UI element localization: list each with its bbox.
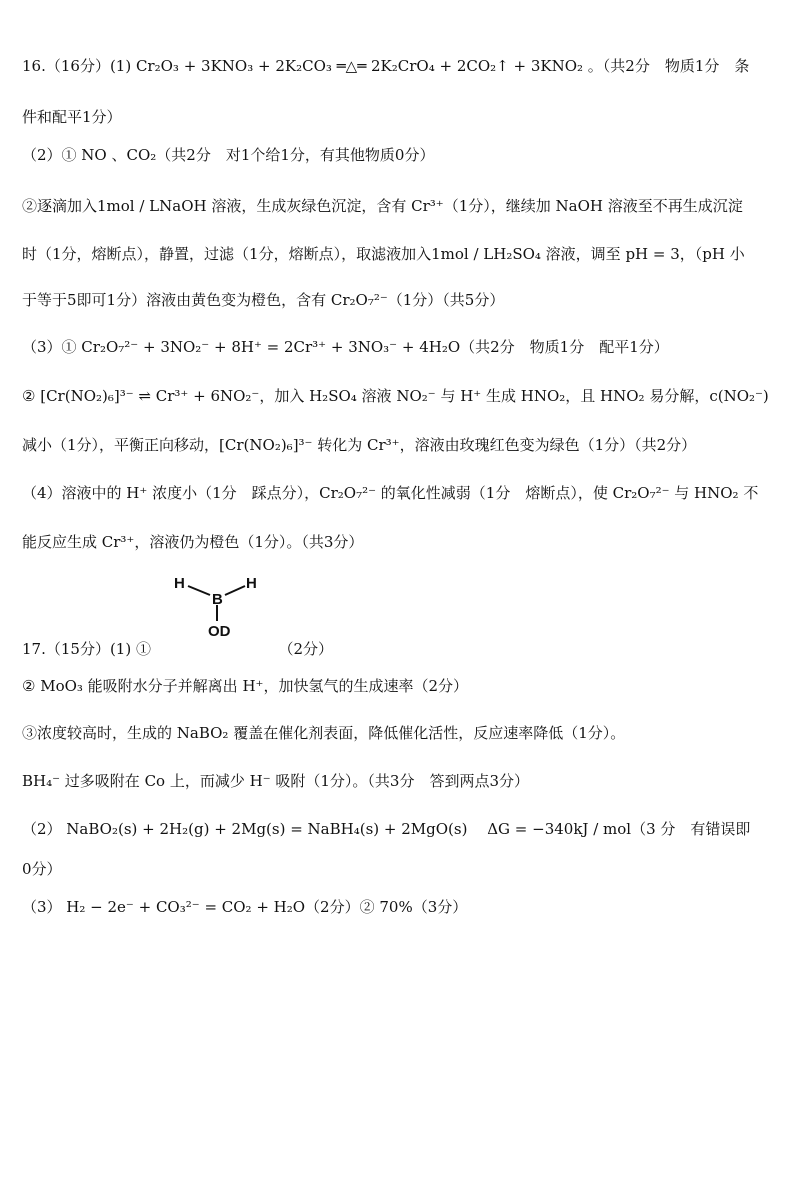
q17-line-2: ② MoO₃ 能吸附水分子并解离出 H⁺，加快氢气的生成速率（2分）	[22, 677, 468, 695]
q17-line-7: （3） H₂ − 2e⁻ + CO₃²⁻ = CO₂ + H₂O（2分）② 70%（3分）	[22, 898, 468, 916]
q16-line-11: 能反应生成 Cr³⁺，溶液仍为橙色（1分）。（共3分）	[22, 533, 364, 551]
q16-line-4: ②逐滴加入1mol / LNaOH 溶液，生成灰绿色沉淀，含有 Cr³⁺（1分），继续加 NaOH 溶液至不再生成沉淀	[22, 197, 743, 215]
q16-line-8: ② [Cr(NO₂)₆]³⁻ ⇌ Cr³⁺ + 6NO₂⁻，加入 H₂SO₄ 溶液 NO₂⁻ 与 H⁺ 生成 HNO₂，且 HNO₂ 易分解，c(NO₂⁻)	[22, 387, 769, 405]
borane-molecule-structure	[170, 573, 270, 643]
q16-line-9: 减小（1分），平衡正向移动，[Cr(NO₂)₆]³⁻ 转化为 Cr³⁺，溶液由玫瑰红色变为绿色（1分）（共2分）	[22, 436, 697, 454]
q16-line-1: 16.（16分）(1) Cr₂O₃ + 3KNO₃ + 2K₂CO₃ ═△═ 2K₂CrO₄ + 2CO₂↑ + 3KNO₂ 。（共2分 物质1分 条	[22, 57, 750, 75]
q17-line-1: 17.（15分）(1) ① （2分）	[22, 640, 334, 658]
q16-line-10: （4）溶液中的 H⁺ 浓度小（1分 踩点分），Cr₂O₇²⁻ 的氧化性减弱（1分 熔断点），使 Cr₂O₇²⁻ 与 HNO₂ 不	[22, 484, 759, 502]
q16-line-3: （2）① NO 、CO₂（共2分 对1个给1分，有其他物质0分）	[22, 146, 435, 164]
hydrogen-atom-right: H	[246, 575, 257, 592]
q16-line-6: 于等于5即可1分）溶液由黄色变为橙色，含有 Cr₂O₇²⁻（1分）（共5分）	[22, 291, 505, 309]
q16-line-7: （3）① Cr₂O₇²⁻ + 3NO₂⁻ + 8H⁺ = 2Cr³⁺ + 3NO₃⁻ + 4H₂O（共2分 物质1分 配平1分）	[22, 338, 669, 356]
boron-atom: B	[212, 591, 223, 608]
hydrogen-atom-left: H	[174, 575, 185, 592]
q17-line-6: 0分）	[22, 860, 62, 878]
q16-line-5: 时（1分，熔断点），静置，过滤（1分，熔断点），取滤液加入1mol / LH₂SO₄ 溶液，调至 pH = 3，（pH 小	[22, 245, 745, 263]
q17-line-4: BH₄⁻ 过多吸附在 Co 上，而减少 H⁻ 吸附（1分）。（共3分 答到两点3分）	[22, 772, 530, 790]
q17-line-5: （2） NaBO₂(s) + 2H₂(g) + 2Mg(s) = NaBH₄(s) + 2MgO(s) ΔG = −340kJ / mol（3 分 有错误即	[22, 820, 751, 838]
q16-line-2: 件和配平1分）	[22, 108, 122, 126]
q17-line-3: ③浓度较高时，生成的 NaBO₂ 覆盖在催化剂表面，降低催化活性，反应速率降低（1分）。	[22, 724, 626, 742]
od-group: OD	[208, 623, 231, 640]
